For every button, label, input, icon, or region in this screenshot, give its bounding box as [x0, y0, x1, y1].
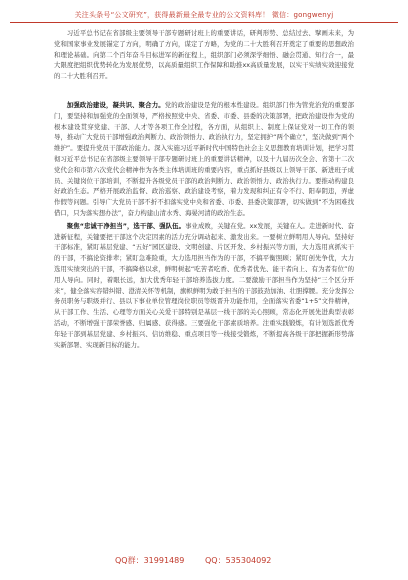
section-body-political-building: 党的政治建设是党的根本性建设。组织部门作为管党治党的重要部门，要坚持和加强党的全面领导，严格按照党中央、省委、市委、县委的决策部署，把政治建设作为党的根本建设贯穿党建、干部、人才等各项工作全过程，各方面，从组织上、制度上保证党对一切工作的领导，推动广大党员干部增强政治判断力、政治领悟力、政治执行力，坚定拥护“两个确立”，坚决做到“两个维护”。要提升党员干部政治能力。深入实施习近平新时代中国特色社会主义思想教育培训计划，把学习贯彻习近平总书记在省部级主要领导干部专题研讨班上的重要讲话精神，以及十九届历次全会、省第十二次党代会和市第六次党代会精神作为各类主体培训班的重要内容，重点抓好县级以上领导干部、新进班子成员、关键岗位干部培训，不断提升各级党员干部的政治判断力、政治领悟力、政治执行力。要推动构建良好政治生态。严格开展政治监督、政治巡察、政治建设考察，着力发现和纠正有令不行、阳奉阴违，弄虚作假等问题。引导广大党员干部不折不扣落实党中央和省委、市委、县委决策部署，切实做到“不为困难找借口，只为落实想办法”，奋力构建山清水秀、海晏河清的政治生态。	[54, 100, 355, 217]
section-heading-cadre-team: 聚焦“忠诚干净担当”，选干部、强队伍。	[66, 221, 186, 230]
section-gap	[54, 84, 354, 100]
paragraph-political-building	[54, 100, 354, 219]
footer-qq-group: QQ群：31991489	[115, 556, 185, 565]
document-body	[54, 28, 354, 352]
page-header-banner: 关注头条号“公文研究”，获得最新最全最专业的公文资料库！ 微信：gongwenyj	[74, 11, 334, 19]
header-divider	[10, 22, 398, 23]
footer-qq-contact: QQ：535304092	[205, 556, 272, 565]
paragraph-cadre-team	[54, 221, 354, 351]
section-body-cadre-team: 事业成败，关键在党。xx发展，关键在人。走进新时代、奋进新征程，关键要把干部这个决定因素的活力充分调动起来、激发出来。一要树立鲜明用人导向。坚持好干部标准，紧盯基层党建、“五好”园区建设、文明创建、片区开发、乡村振兴等方面，大力选用真抓实干的干部，不搞论资排辈；紧盯急难险重，大力选用担当作为的干部，不搞平衡照顾；紧盯创先争优，大力选用实绩突出的干部，不搞降格以求，鲜明树起“吃苦者吃香、优秀者优先、能干者向上、有为者有位”的用人导向。同时，着眼长远，加大优秀年轻干部培养选拔力度。二要激励干部担当作为坚持“三个区分开来”，健全落实容错纠错、澄清关怀等机制，旗帜鲜明为敢于担当的干部鼓劲加油、壮胆撑腰。充分发挥公务员职务与职级并行、县以下事业单位管理岗位职员等级晋升功能作用，全面落实省委“1+5”文件精神，从干部工作、生活、心理等方面关心关爱干部特别是基层一线干部的关心照顾，常态化开展先进典型表彰活动，不断增强干部荣誉感、归属感、获得感。三要强化干部素质培养。注重实践锻炼，有计划选派优秀年轻干部到基层党建、乡村振兴、信访维稳、重点项目等一线接受锻炼，不断提高各级干部把握新形势落实新部署、实现新目标的能力。	[54, 221, 354, 349]
section-heading-political-building: 加强政治建设，凝共识、聚合力。	[66, 100, 165, 109]
paragraph-intro: 习近平总书记在省部级主要领导干部专题研讨班上的重要讲话，研判形势、总结过去、擘画未来，为党和国家事业发展锚定了方向，明确了方向，谋定了方略，为党的二十大胜利召开奠定了重要的思想政治和理论基础。向第二个百年奋斗目标进军的新征程上，组织部门必须深学细悟、融会贯通、知行合一，最大限度把组织优势转化为发展优势，以高质量组织工作保障和助推xx高质量发展，以实干实绩实效迎接党的二十大胜利召开。	[54, 29, 354, 81]
